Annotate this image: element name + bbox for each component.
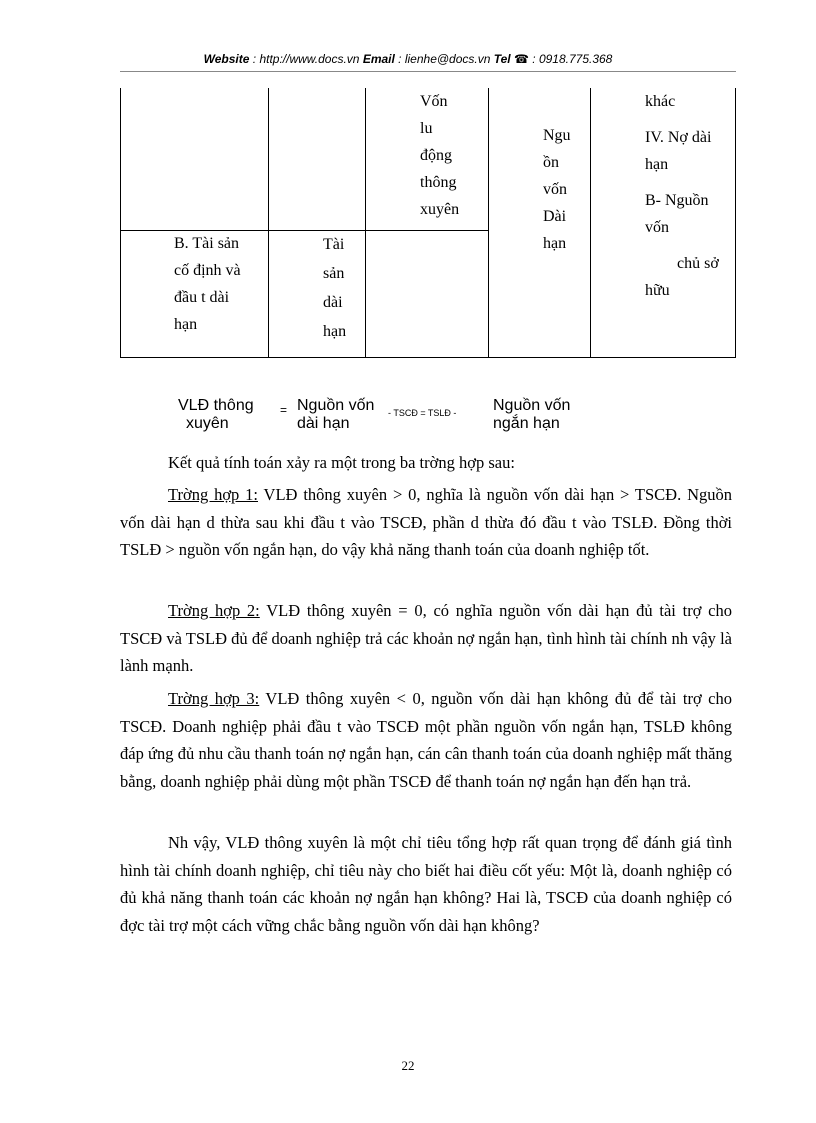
- case2-label: Trờng hợp 2:: [168, 601, 260, 620]
- email-label: Email: [362, 52, 395, 66]
- cell-c5: khác IV. Nợ dài hạn B- Nguồn vốn chủ sở hữu: [645, 93, 719, 299]
- website-value: : http://www.docs.vn: [249, 52, 363, 66]
- formula-lhs: VLĐ thông xuyên: [178, 397, 254, 432]
- page-header: [0, 52, 816, 66]
- cell-c4: Ngu ồn vốn Dài hạn: [543, 127, 571, 252]
- table-divider-2: [365, 88, 366, 358]
- table-border-left: [120, 88, 121, 358]
- case1-label: Trờng hợp 1:: [168, 485, 258, 504]
- table-divider-3: [488, 88, 489, 358]
- tel-label: Tel ☎: [493, 52, 529, 66]
- intro-paragraph: Kết quả tính toán xảy ra một trong ba trờng hợp sau:: [168, 453, 515, 472]
- formula-eq: =: [280, 403, 288, 417]
- email-value: : lienhe@docs.vn: [394, 52, 494, 66]
- case1-text: VLĐ thông xuyên > 0, nghĩa là nguồn vốn dài hạn > TSCĐ. Nguồn vốn dài hạn d thừa sau khi đầu t vào TSCĐ, phần d thừa đó đầu t vào TSLĐ. Đồng thời TSLĐ > nguồn vốn ngắn hạn, do vậy khả năng thanh toán của doanh nghiệp tốt.: [120, 485, 732, 559]
- case1-paragraph: [120, 481, 732, 564]
- cell-c3-top: Vốn lu động thông xuyên: [420, 93, 460, 218]
- balance-table: [120, 88, 736, 358]
- website-label: Website: [203, 52, 250, 66]
- formula-term1: Nguồn vốn dài hạn: [297, 397, 375, 432]
- formula-mid: - TSCĐ = TSLĐ -: [388, 408, 457, 418]
- case2-paragraph: [120, 597, 732, 680]
- case3-paragraph: [120, 685, 732, 795]
- case3-text: VLĐ thông xuyên < 0, nguồn vốn dài hạn không đủ để tài trợ cho TSCĐ. Doanh nghiệp phải đầu t vào TSCĐ một phần nguồn vốn ngắn hạn, TSLĐ không đáp ứng đủ nhu cầu thanh toán nợ ngắn hạn, cán cân thanh toán của doanh nghiệp mất thăng bằng, doanh nghiệp phải dùng một phần TSCĐ để thanh toán nợ ngắn hạn đến hạn trả.: [120, 689, 733, 791]
- table-divider-4: [590, 88, 591, 358]
- cell-c2-bottom: Tài sản dài hạn: [323, 236, 347, 340]
- table-divider-1: [268, 88, 269, 230]
- table-divider-1b: [268, 230, 269, 358]
- case2-text: VLĐ thông xuyên = 0, có nghĩa nguồn vốn dài hạn đủ tài trợ cho TSCĐ và TSLĐ đủ để doanh nghiệp trả các khoản nợ ngắn hạn, tình hình tài chính nh vậy là lành mạnh.: [120, 601, 732, 675]
- header-divider: [120, 71, 736, 72]
- conclusion-paragraph: Nh vậy, VLĐ thông xuyên là một chỉ tiêu tổng hợp rất quan trọng để đánh giá tình hình tài chính doanh nghiệp, chỉ tiêu này cho biết hai điều cốt yếu: Một là, doanh nghiệp có đủ khả năng thanh toán các khoản nợ ngắn hạn không? Hai là, TSCĐ của doanh nghiệp có đợc tài trợ một cách vững chắc bằng nguồn vốn dài hạn không?: [120, 833, 732, 935]
- cell-c1-bottom: B. Tài sản cố định và đầu t dài hạn: [174, 235, 241, 333]
- formula-term2: Nguồn vốn ngắn hạn: [493, 397, 571, 432]
- case3-label: Trờng hợp 3:: [168, 689, 260, 708]
- table-border-bottom: [120, 357, 736, 358]
- tel-value: : 0918.775.368: [528, 52, 613, 66]
- table-border-right: [735, 88, 736, 358]
- page-number: 22: [401, 1058, 415, 1073]
